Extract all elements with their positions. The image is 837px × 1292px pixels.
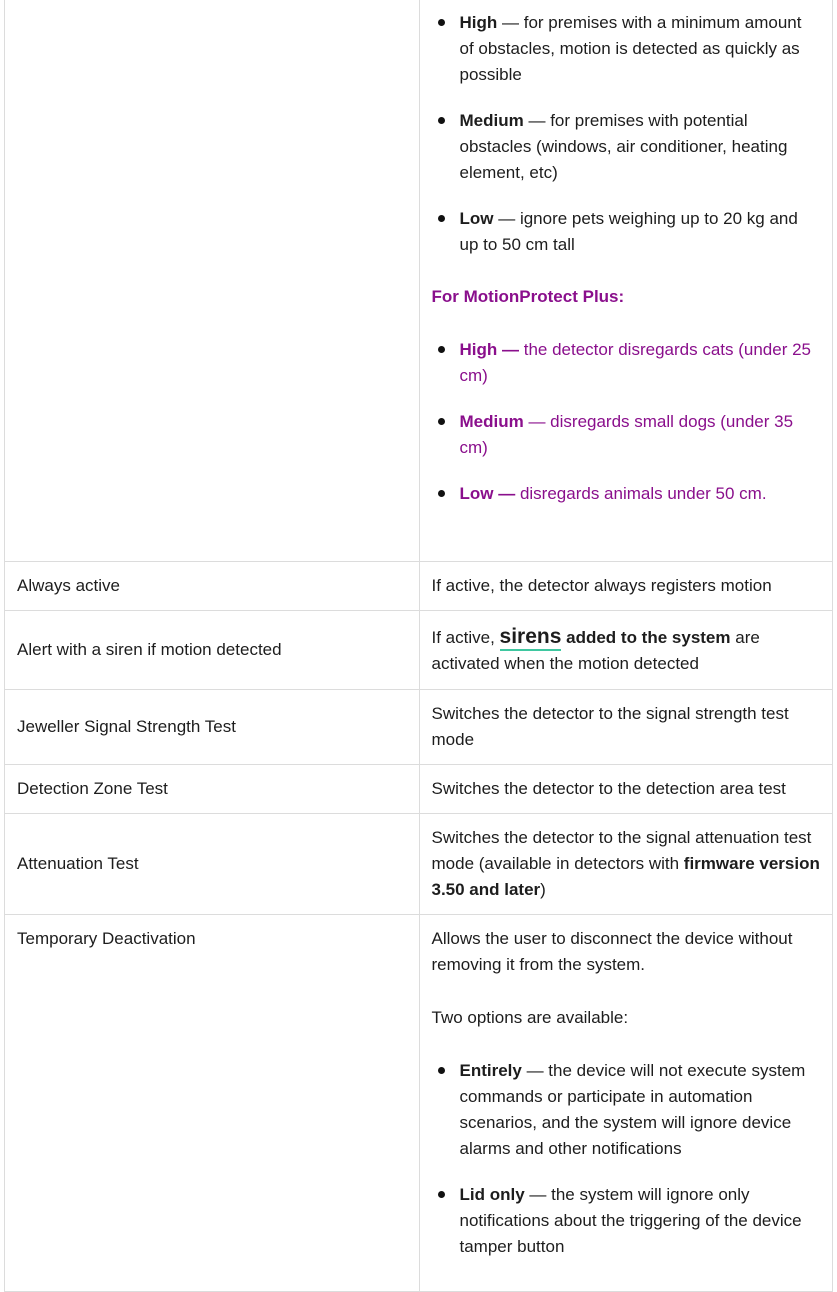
list-item-low: Low — ignore pets weighing up to 20 kg and up to 50 cm tall bbox=[460, 206, 821, 258]
table-row bbox=[5, 611, 833, 690]
setting-label-cell bbox=[5, 0, 420, 562]
sensitivity-levels-list bbox=[432, 10, 821, 258]
list-item-entirely: Entirely — the device will not execute system commands or participate in automation scenarios, and the system will ignore device alarms and other notifications bbox=[460, 1058, 821, 1162]
list-item-medium: Medium — for premises with potential obstacles (windows, air conditioner, heating element, etc) bbox=[460, 108, 821, 186]
sirens-link[interactable]: sirens bbox=[500, 625, 562, 651]
setting-description: If active, the detector always registers motion bbox=[419, 562, 833, 611]
setting-label: Detection Zone Test bbox=[5, 765, 420, 814]
setting-description: Switches the detector to the signal attenuation test mode (available in detectors with firmware version 3.50 and later) bbox=[419, 814, 833, 915]
deactivation-intro: Allows the user to disconnect the device without removing it from the system. bbox=[431, 929, 793, 974]
table-row-sensitivity bbox=[5, 0, 833, 562]
table-row bbox=[5, 562, 833, 611]
motionprotect-plus-heading: For MotionProtect Plus: bbox=[431, 287, 625, 306]
list-item-high: High — for premises with a minimum amount of obstacles, motion is detected as quickly as possible bbox=[460, 10, 821, 88]
settings-table bbox=[4, 0, 833, 1292]
setting-label: Always active bbox=[5, 562, 420, 611]
setting-label: Temporary Deactivation bbox=[5, 915, 420, 1292]
deactivation-options-list bbox=[432, 1058, 821, 1260]
setting-label: Jeweller Signal Strength Test bbox=[5, 690, 420, 765]
list-item-lid-only: Lid only — the system will ignore only notifications about the triggering of the device tamper button bbox=[460, 1182, 821, 1260]
options-intro: Two options are available: bbox=[431, 1008, 629, 1027]
setting-description: Switches the detector to the detection area test bbox=[419, 765, 833, 814]
list-item-plus-low: Low — disregards animals under 50 cm. bbox=[460, 481, 821, 507]
table-row bbox=[5, 765, 833, 814]
list-item-plus-medium: Medium — disregards small dogs (under 35 cm) bbox=[460, 409, 821, 461]
table-row-temporary-deactivation bbox=[5, 915, 833, 1292]
setting-description: Switches the detector to the signal strength test mode bbox=[419, 690, 833, 765]
setting-label: Attenuation Test bbox=[5, 814, 420, 915]
setting-description: If active, sirens added to the system are activated when the motion detected bbox=[419, 611, 833, 690]
list-item-plus-high: High — the detector disregards cats (under 25 cm) bbox=[460, 337, 821, 389]
table-row bbox=[5, 690, 833, 765]
table-row bbox=[5, 814, 833, 915]
setting-label: Alert with a siren if motion detected bbox=[5, 611, 420, 690]
setting-description bbox=[419, 915, 833, 1292]
plus-levels-list bbox=[432, 337, 821, 507]
setting-description-cell bbox=[419, 0, 833, 562]
